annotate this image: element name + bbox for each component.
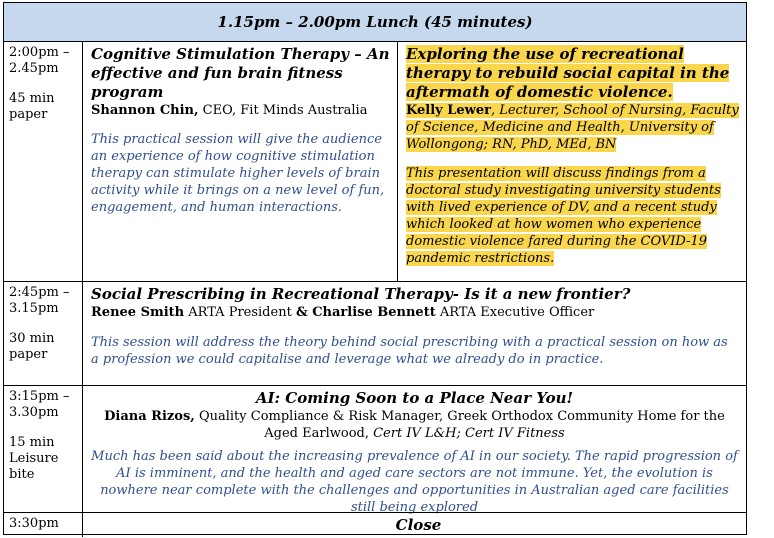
session-title: Exploring the use of recreational therapy to rebuild social capital in the aftermath of domestic violence. [406, 45, 730, 101]
session-time: 3:15pm – 3.30pm 15 min Leisure bite [9, 389, 70, 482]
session-description: This presentation will discuss findings from a doctoral study investigating university students with lived experience of DV, and a recent study which looked at how women who experience domestic violence fared during the COVID-19 pandemic restrictions. [406, 166, 721, 266]
session-speaker: Renee Smith ARTA President & Charlise Bennett ARTA Executive Officer [91, 305, 595, 320]
session-left [83, 42, 397, 282]
session-speaker: Diana Rizos, Quality Compliance & Risk Manager, Greek Orthodox Community Home for the Aged Earlwood, Cert IV L&H; Cert IV Fitness [104, 409, 725, 441]
session-title: AI: Coming Soon to a Place Near You! [255, 389, 574, 407]
session-description: This practical session will give the audience an experience of how cognitive stimulation therapy can stimulate higher levels of brain activity while it brings on a new level of fun, engagement, and human interactions. [91, 132, 385, 215]
session-time: 2:00pm – 2.45pm 45 min paper [9, 45, 70, 122]
session-description: Much has been said about the increasing prevalence of AI in our society. The rapid progression of AI is imminent, and the health and aged care sectors are not immune. Yet, the evolution is nowhere near complete with the challenges and opportunities in Australian aged care facilities still being explored [91, 449, 738, 515]
close-title: Close [395, 516, 442, 534]
session-row-close [4, 512, 746, 537]
session-time: 3:30pm [9, 516, 59, 531]
session-content [83, 513, 746, 537]
session-title: Social Prescribing in Recreational Therapy- Is it a new frontier? [91, 285, 631, 303]
session-row-2 [4, 281, 746, 386]
schedule-table [3, 2, 747, 535]
session-time: 2:45pm – 3.15pm 30 min paper [9, 285, 70, 362]
session-content [83, 386, 746, 513]
lunch-header [4, 3, 746, 41]
session-speaker: Shannon Chin, CEO, Fit Minds Australia [91, 103, 368, 118]
session-speaker: Kelly Lewer, Lecturer, School of Nursing, Faculty of Science, Medicine and Health, University of Wollongong; RN, PhD, MEd, BN [406, 103, 739, 152]
session-content [83, 282, 746, 386]
session-row-1 [4, 41, 746, 282]
lunch-label: 1.15pm – 2.00pm Lunch (45 minutes) [217, 13, 533, 31]
session-title: Cognitive Stimulation Therapy – An effective and fun brain fitness program [91, 45, 390, 101]
session-description: This session will address the theory behind social prescribing with a practical session on how as a profession we could capitalise and leverage what we already do in practice. [91, 335, 728, 367]
session-row-3 [4, 385, 746, 513]
session-right [398, 42, 746, 282]
